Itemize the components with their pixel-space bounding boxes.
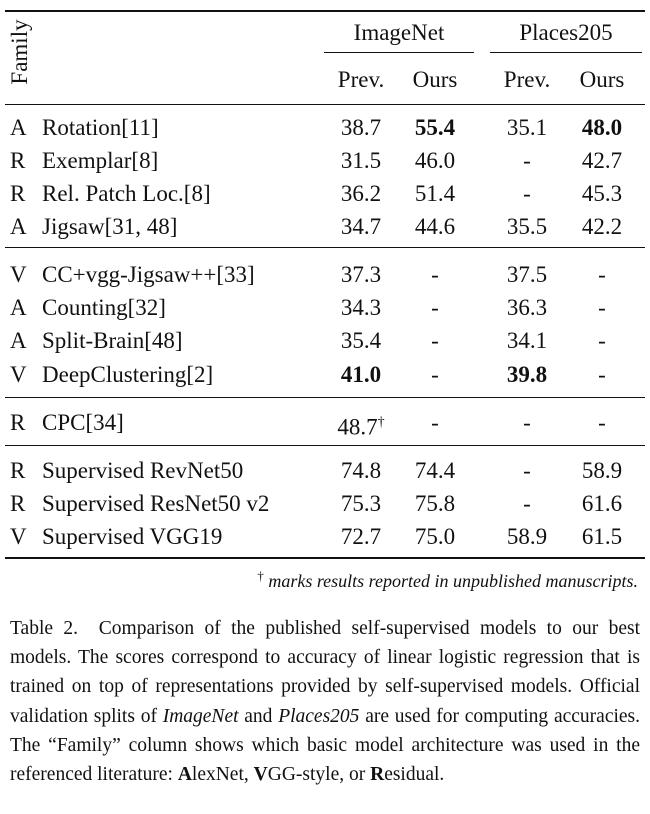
table-cell-in-prev <box>326 524 396 550</box>
table-cell-in-ours <box>400 362 470 388</box>
imagenet-ours-header: Ours <box>412 67 458 92</box>
table-cell-family <box>10 148 34 174</box>
cell-value: Exemplar[8] <box>42 148 159 173</box>
table-cell-family <box>10 524 34 550</box>
family-column-header <box>7 10 33 94</box>
table-cell-pl-prev <box>492 491 562 517</box>
table-cell-pl-ours <box>567 262 637 288</box>
table-cell-pl-prev <box>492 181 562 207</box>
table-cell-pl-prev <box>492 262 562 288</box>
table-cell-in-prev <box>326 458 396 484</box>
table-cell-pl-prev <box>492 115 562 141</box>
cell-value: Supervised RevNet50 <box>42 458 244 483</box>
cell-value: 61.6 <box>581 491 623 516</box>
table-cell-method <box>42 148 322 174</box>
cell-value: - <box>598 410 606 435</box>
cell-value: R <box>10 491 26 516</box>
cell-value: 74.4 <box>414 458 456 483</box>
cell-value: 75.8 <box>414 491 456 516</box>
caption-text: and <box>238 705 279 727</box>
cell-value: 37.5 <box>506 262 548 287</box>
table-cell-method <box>42 328 322 354</box>
cell-value: 55.4 <box>414 115 456 140</box>
cell-value: R <box>10 148 26 173</box>
table-cell-in-prev <box>326 295 396 321</box>
table-cell-in-prev <box>326 362 396 388</box>
table-cell-in-ours <box>400 524 470 550</box>
table-cell-method <box>42 214 322 240</box>
group-rule-1 <box>5 247 645 248</box>
cell-value: 74.8 <box>340 458 382 483</box>
cell-value: 34.3 <box>340 295 382 320</box>
cell-value: R <box>10 181 26 206</box>
caption-text: Comparison of the published self-supervised models to our best models. The scores correspond to accuracy of linear logistic regression that is trained on top of representations provided by self-supervised models. Official validation splits of <box>10 618 640 727</box>
table-cell-in-ours <box>400 214 470 240</box>
cell-value: - <box>598 362 606 387</box>
family-label: Family <box>7 19 32 85</box>
table-cell-pl-ours <box>567 295 637 321</box>
table-cell-in-ours <box>400 181 470 207</box>
table-cell-in-ours <box>400 491 470 517</box>
table-cell-family <box>10 181 34 207</box>
caption-bold: V <box>253 764 268 786</box>
cell-value: 36.3 <box>506 295 548 320</box>
table-cell-pl-ours <box>567 410 637 436</box>
cell-value: 39.8 <box>506 362 548 387</box>
table-cell-family <box>10 262 34 288</box>
cell-value: 48.0 <box>581 115 623 140</box>
caption-bold: R <box>370 764 385 786</box>
table-cell-in-ours <box>400 410 470 436</box>
table-cell-method <box>42 181 322 207</box>
top-rule <box>5 10 645 12</box>
table-cell-in-prev <box>326 148 396 174</box>
caption-text: esidual. <box>384 764 445 786</box>
table-cell-in-prev <box>326 328 396 354</box>
cell-value: CC+vgg-Jigsaw++[33] <box>42 262 255 287</box>
cell-value: V <box>10 362 27 387</box>
cell-value: - <box>523 458 531 483</box>
table-cell-family <box>10 410 34 436</box>
table-cell-family <box>10 491 34 517</box>
cell-value: CPC[34] <box>42 410 124 435</box>
cell-value: - <box>598 262 606 287</box>
cell-value: 58.9 <box>506 524 548 549</box>
cell-value: 45.3 <box>581 181 623 206</box>
cell-value: 41.0 <box>340 362 382 387</box>
cell-value: 51.4 <box>414 181 456 206</box>
cell-value: 36.2 <box>340 181 382 206</box>
cell-value: A <box>10 295 27 320</box>
cell-value: 75.0 <box>414 524 456 549</box>
imagenet-group-header: ImageNet <box>353 20 445 45</box>
footnote-text: marks results reported in unpublished manuscripts. <box>268 571 638 591</box>
places-group-rule <box>490 52 642 53</box>
caption-text: GG-style, or <box>267 764 371 786</box>
cell-value: 34.7 <box>340 214 382 239</box>
table-cell-in-ours <box>400 295 470 321</box>
table-cell-in-ours <box>400 458 470 484</box>
table-cell-pl-prev <box>492 148 562 174</box>
table-cell-pl-prev <box>492 295 562 321</box>
cell-value: - <box>523 181 531 206</box>
cell-value: - <box>431 262 439 287</box>
cell-value: 35.1 <box>506 115 548 140</box>
table-cell-pl-prev <box>492 214 562 240</box>
table-cell-in-prev <box>326 181 396 207</box>
table-cell-pl-ours <box>567 524 637 550</box>
cell-value: Split-Brain[48] <box>42 328 183 353</box>
places-group-header: Places205 <box>519 20 613 45</box>
cell-value: R <box>10 410 26 435</box>
cell-value: 58.9 <box>581 458 623 483</box>
cell-value: Rel. Patch Loc.[8] <box>42 181 211 206</box>
cell-value: V <box>10 262 27 287</box>
cell-value: 35.5 <box>506 214 548 239</box>
cell-value: - <box>598 295 606 320</box>
cell-value: DeepClustering[2] <box>42 362 214 387</box>
caption-text: lexNet, <box>191 764 254 786</box>
caption-bold: A <box>177 764 192 786</box>
dagger-mark: † <box>377 415 385 430</box>
table-cell-pl-ours <box>567 181 637 207</box>
table-cell-family <box>10 328 34 354</box>
table-cell-pl-prev <box>492 458 562 484</box>
table-cell-family <box>10 214 34 240</box>
header-rule <box>5 104 645 105</box>
table-cell-method <box>42 362 322 388</box>
table-cell-in-ours <box>400 148 470 174</box>
table-cell-pl-ours <box>567 362 637 388</box>
table-cell-method <box>42 410 322 436</box>
table-cell-pl-ours <box>567 458 637 484</box>
cell-value: - <box>598 328 606 353</box>
table-cell-method <box>42 524 322 550</box>
table-cell-family <box>10 362 34 388</box>
table-cell-in-prev <box>326 115 396 141</box>
table-cell-method <box>42 491 322 517</box>
cell-value: A <box>10 214 27 239</box>
cell-value: 48.7 <box>337 414 378 440</box>
footnote <box>257 568 638 592</box>
table-cell-method <box>42 262 322 288</box>
cell-value: 35.4 <box>340 328 382 353</box>
group-rule-3 <box>5 445 645 446</box>
caption-places: Places205 <box>278 705 360 727</box>
table-cell-method <box>42 115 322 141</box>
table-cell-pl-prev <box>492 362 562 388</box>
table-cell-pl-ours <box>567 115 637 141</box>
cell-value: Supervised ResNet50 v2 <box>42 491 270 516</box>
table-cell-in-prev <box>326 410 396 441</box>
cell-value: Counting[32] <box>42 295 166 320</box>
group-rule-2 <box>5 397 645 398</box>
cell-value: 34.1 <box>506 328 548 353</box>
places-prev-header: Prev. <box>503 67 551 92</box>
table-cell-pl-ours <box>567 491 637 517</box>
cell-value: 44.6 <box>414 214 456 239</box>
cell-value: A <box>10 328 27 353</box>
table-cell-family <box>10 295 34 321</box>
table-cell-pl-prev <box>492 328 562 354</box>
cell-value: 61.5 <box>581 524 623 549</box>
cell-value: - <box>431 328 439 353</box>
cell-value: - <box>431 362 439 387</box>
table-cell-in-prev <box>326 262 396 288</box>
table-cell-pl-prev <box>492 410 562 436</box>
cell-value: R <box>10 458 26 483</box>
table-cell-in-ours <box>400 328 470 354</box>
cell-value: - <box>431 410 439 435</box>
table-cell-in-prev <box>326 491 396 517</box>
imagenet-prev-header: Prev. <box>337 67 385 92</box>
cell-value: A <box>10 115 27 140</box>
table-cell-pl-ours <box>567 148 637 174</box>
table-cell-method <box>42 458 322 484</box>
caption-text: are used for computing accuracies. The “Family” column shows which basic model architecture was used in the referenced literature: <box>10 705 641 786</box>
cell-value: Jigsaw[31, 48] <box>42 214 178 239</box>
caption-label: Table 2. <box>10 618 79 639</box>
table-cell-pl-prev <box>492 524 562 550</box>
caption-imagenet: ImageNet <box>162 705 239 727</box>
bottom-rule <box>5 557 645 559</box>
cell-value: V <box>10 524 27 549</box>
cell-value: 31.5 <box>340 148 382 173</box>
cell-value: 37.3 <box>340 262 382 287</box>
cell-value: - <box>523 491 531 516</box>
table-cell-family <box>10 115 34 141</box>
cell-value: Rotation[11] <box>42 115 159 140</box>
cell-value: 46.0 <box>414 148 456 173</box>
table-cell-in-prev <box>326 214 396 240</box>
cell-value: 42.7 <box>581 148 623 173</box>
cell-value: Supervised VGG19 <box>42 524 223 549</box>
cell-value: 72.7 <box>340 524 382 549</box>
dagger-mark: † <box>257 568 264 583</box>
cell-value: - <box>523 148 531 173</box>
table-cell-family <box>10 458 34 484</box>
cell-value: - <box>523 410 531 435</box>
table-cell-pl-ours <box>567 328 637 354</box>
table-caption <box>10 614 640 789</box>
table-cell-pl-ours <box>567 214 637 240</box>
cell-value: - <box>431 295 439 320</box>
table-cell-in-ours <box>400 262 470 288</box>
imagenet-group-rule <box>324 52 474 53</box>
table-cell-in-ours <box>400 115 470 141</box>
cell-value: 75.3 <box>340 491 382 516</box>
table-cell-method <box>42 295 322 321</box>
cell-value: 38.7 <box>340 115 382 140</box>
cell-value: 42.2 <box>581 214 623 239</box>
places-ours-header: Ours <box>579 67 625 92</box>
